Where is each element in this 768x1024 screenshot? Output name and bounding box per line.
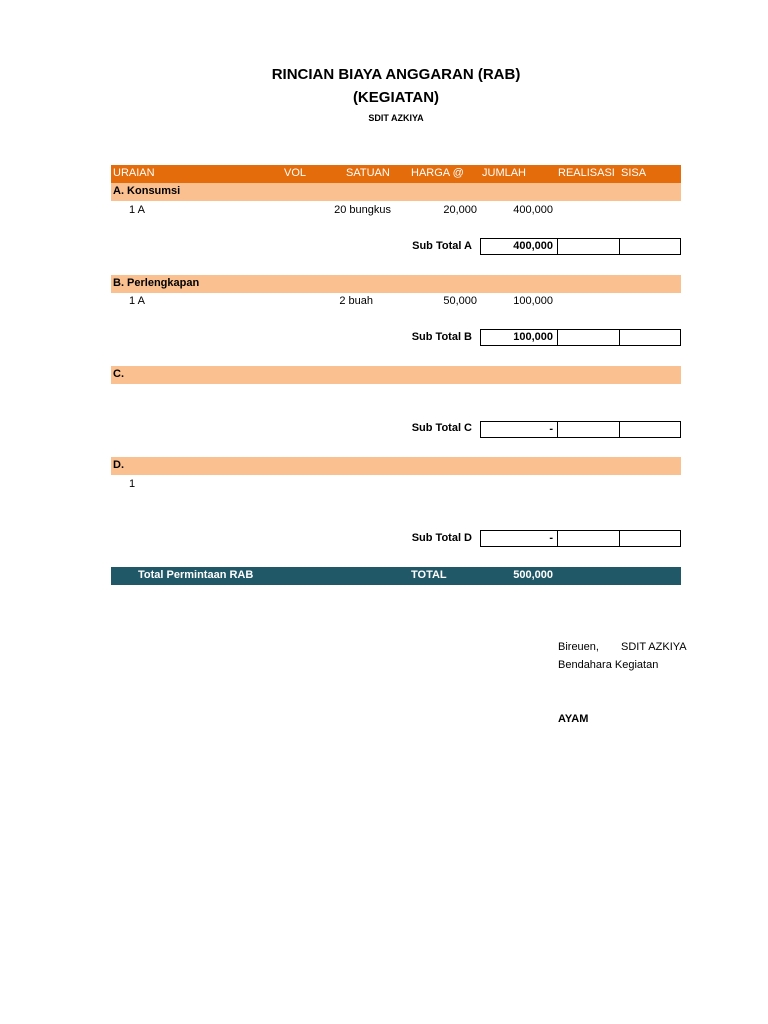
signature-org: SDIT AZKIYA	[621, 641, 687, 653]
column-header-uraian: URAIAN	[113, 167, 155, 179]
signature-name: AYAM	[558, 713, 589, 725]
item-harga: 50,000	[443, 295, 477, 307]
signature-role: Bendahara Kegiatan	[558, 659, 659, 671]
subtotal-box-c	[480, 421, 681, 438]
item-harga: 20,000	[443, 204, 477, 216]
table-header	[111, 165, 681, 183]
total-row	[111, 567, 681, 585]
item-number: 1 A	[129, 295, 145, 307]
subtotal-label-b: Sub Total B	[411, 331, 472, 343]
column-header-sisa: SISA	[621, 167, 647, 179]
organization-name: SDIT AZKIYA	[368, 113, 424, 123]
subtotal-realisasi-c	[558, 422, 620, 437]
section-title: C.	[113, 368, 124, 380]
column-header-harga: HARGA @	[411, 167, 464, 179]
subtotal-realisasi-a	[558, 239, 620, 254]
column-header-satuan: SATUAN	[346, 167, 390, 179]
subtotal-value-d: -	[481, 531, 558, 546]
subtotal-value-c: -	[481, 422, 558, 437]
subtotal-box-d	[480, 530, 681, 547]
subtotal-label-a: Sub Total A	[412, 240, 472, 252]
subtotal-value-b: 100,000	[481, 330, 558, 345]
subtotal-value-a: 400,000	[481, 239, 558, 254]
item-jumlah: 400,000	[513, 204, 553, 216]
total-label: Total Permintaan RAB	[138, 569, 254, 581]
subtotal-realisasi-d	[558, 531, 620, 546]
section-header-d	[111, 457, 681, 475]
section-title: A. Konsumsi	[113, 185, 181, 197]
signature-place: Bireuen,	[558, 641, 599, 653]
total-tag: TOTAL	[411, 569, 447, 581]
page-title: RINCIAN BIAYA ANGGARAN (RAB)	[271, 66, 521, 83]
subtotal-label-d: Sub Total D	[411, 532, 472, 544]
item-satuan: 2 buah	[339, 295, 373, 307]
item-number: 1 A	[129, 204, 145, 216]
subtotal-box-a	[480, 238, 681, 255]
section-title: D.	[113, 459, 124, 471]
item-jumlah: 100,000	[513, 295, 553, 307]
section-title: B. Perlengkapan	[113, 277, 200, 289]
section-header-a	[111, 183, 681, 201]
column-header-vol: VOL	[284, 167, 307, 179]
column-header-realisasi: REALISASI	[558, 167, 615, 179]
subtotal-realisasi-b	[558, 330, 620, 345]
subtotal-label-c: Sub Total C	[411, 422, 472, 434]
column-header-jumlah: JUMLAH	[482, 167, 527, 179]
subtotal-box-b	[480, 329, 681, 346]
item-satuan: 20 bungkus	[334, 204, 391, 216]
total-value: 500,000	[513, 569, 553, 581]
section-header-b	[111, 275, 681, 293]
item-number: 1	[129, 478, 136, 490]
page-subtitle: (KEGIATAN)	[352, 89, 440, 106]
section-header-c	[111, 366, 681, 384]
